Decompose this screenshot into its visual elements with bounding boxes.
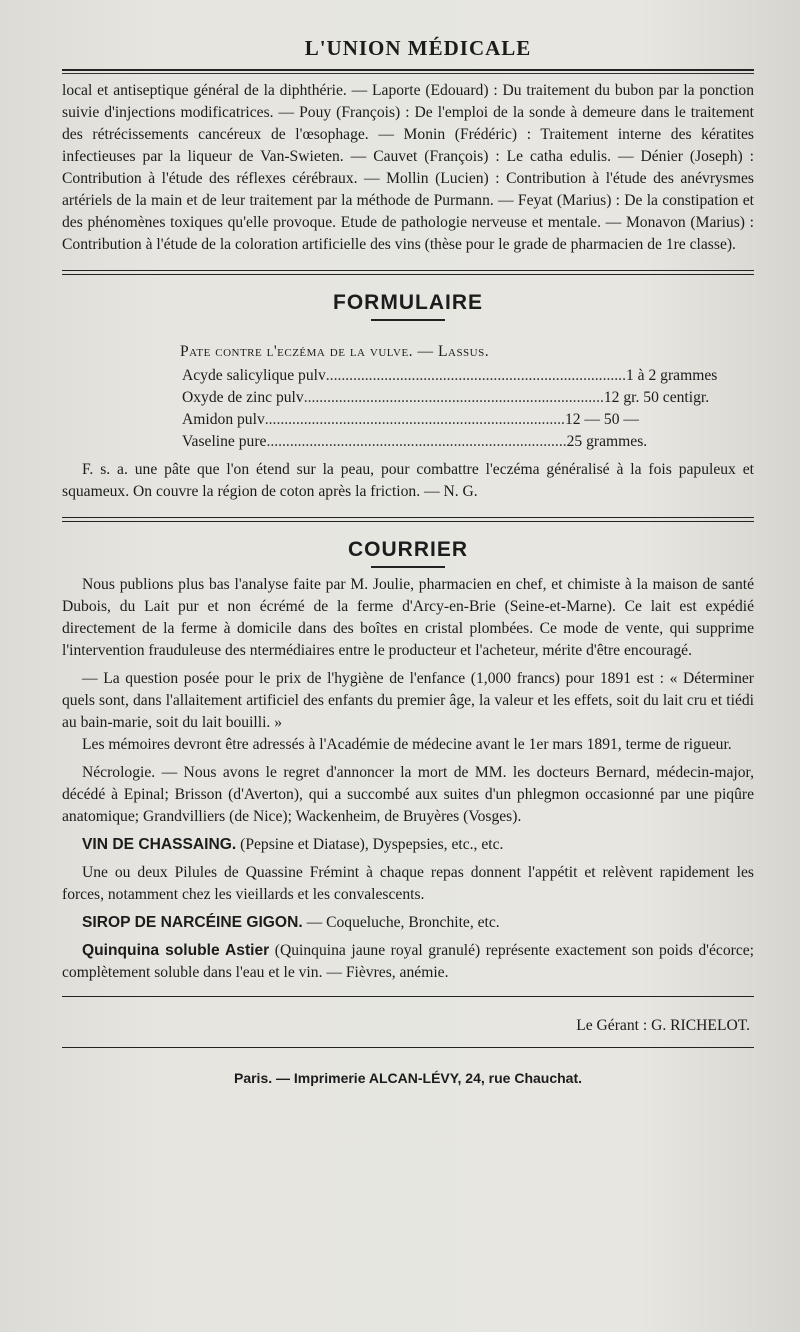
courrier-paragraph-prize: — La question posée pour le prix de l'hygiène de l'enfance (1,000 francs) pour 1891 est : « Déterminer quels sont, dans l'allaitement artificiel des enfants du premier âge, la valeur et les effets, soit du lait cru et tiédi au bain-marie, soit du lait bouilli. » (62, 670, 754, 731)
ingredient-row (182, 365, 718, 387)
leader-dots: ............................................................................. (325, 367, 626, 384)
ingredient-row (182, 387, 710, 409)
leader-dots: ............................................................................. (303, 389, 604, 406)
ingredient-name: Vaseline pure (182, 433, 267, 450)
section-divider (62, 270, 754, 275)
ingredient-row (182, 431, 652, 453)
recipe-title (180, 343, 754, 361)
courrier-paragraph-milk: Nous publions plus bas l'analyse faite par M. Joulie, pharmacien en chef, et chimiste à la maison de santé Dubois, du Lait pur et non écrémé de la ferme d'Arcy-en-Brie (Seine-et-Marne). Ce lait est expédié directement de la ferme à domicile dans des boîtes en cristal plombées. Ce mode de vente, qui supprime l'intervention frauduleuse des ntermédiaires entre le producteur et l'acheteur, mérite d'être encouragé. (62, 576, 754, 659)
ingredient-list (182, 365, 754, 453)
ad-astier-text: (Quinquina jaune royal granulé) représente exactement son poids d'écorce; complètement soluble dans l'eau et le vin. — Fièvres, anémie. (62, 942, 754, 981)
header-rule (62, 69, 754, 71)
formulaire-title-underline (371, 319, 445, 321)
ingredient-quantity: 12 — 50 — (564, 411, 640, 428)
courrier-paragraph-necrology: Nécrologie. — Nous avons le regret d'annoncer la mort de MM. les docteurs Bernard, médecin-major, décédé à Epinal; Brisson (d'Averton), qui a succombé aux suites d'un phlegmon occasionné par une piqûre anatomique; Grandvilliers (de Nice); Wackenheim, de Bruyères (Vosges). (62, 764, 754, 825)
ad-astier (62, 940, 754, 984)
ad-narceine-head: SIROP DE NARCÉINE GIGON. (82, 914, 303, 931)
recipe-author: Lassus. (437, 343, 490, 360)
ad-quassine: Une ou deux Pilules de Quassine Frémint à chaque repas donnent l'appétit et relèvent rapidement les forces, notamment chez les vieillards et les convalescents. (62, 864, 754, 903)
formulaire-title: FORMULAIRE (333, 291, 483, 314)
recipe-directions: F. s. a. une pâte que l'on étend sur la peau, pour combattre l'eczéma généralisé à la fois papuleux et squameux. On couvre la région de coton après la friction. — N. G. (62, 461, 754, 500)
gerant-signature: Le Gérant : G. RICHELOT. (576, 1017, 750, 1034)
header-rule-thin (62, 73, 754, 74)
ingredient-quantity: 1 à 2 grammes (625, 367, 718, 384)
ingredient-name: Oxyde de zinc pulv (182, 389, 304, 406)
courrier-paragraph-deadline: Les mémoires devront être adressés à l'Académie de médecine avant le 1er mars 1891, terme de rigueur. (82, 736, 732, 753)
footer-rule (62, 996, 754, 997)
ingredient-quantity: 25 grammes. (566, 433, 648, 450)
ad-chassaing (62, 834, 754, 856)
ad-chassaing-head: VIN DE CHASSAING. (82, 836, 237, 853)
leader-dots: ............................................................................. (266, 433, 567, 450)
ad-narceine-text: — Coqueluche, Bronchite, etc. (306, 914, 500, 931)
ad-astier-head: Quinquina soluble Astier (82, 942, 270, 959)
courrier-title: COURRIER (347, 538, 468, 561)
ingredient-quantity: 12 gr. 50 centigr. (603, 389, 710, 406)
ad-chassaing-text: (Pepsine et Diatase), Dyspepsies, etc., etc. (240, 836, 504, 853)
ad-narceine (62, 912, 754, 934)
footer-rule-bottom (62, 1047, 754, 1048)
leader-dots: ............................................................................. (264, 411, 565, 428)
ingredient-name: Acyde salicylique pulv (182, 367, 326, 384)
recipe-title-prefix: Pate contre l'eczéma de la vulve. — (180, 343, 434, 360)
printer-imprint: Paris. — Imprimerie ALCAN-LÉVY, 24, rue Chauchat. (233, 1070, 583, 1086)
courrier-title-underline (371, 566, 445, 568)
ingredient-name: Amidon pulv (182, 411, 265, 428)
ingredient-row (182, 409, 652, 431)
theses-paragraph: local et antiseptique général de la diphthérie. — Laporte (Edouard) : Du traitement du bubon par la ponction suivie d'injections modificatrices. — Pouy (François) : De l'emploi de la sonde à demeure dans le traitement des rétrécissements cancéreux de l'œsophage. — Monin (Frédéric) : Traitement interne des kératites infectieuses par la liqueur de Van-Swieten. — Cauvet (François) : Le catha edulis. — Dénier (Joseph) : Contribution à l'étude des réflexes cérébraux. — Mollin (Lucien) : Contribution à l'étude des anévrysmes artériels de la main et de leur traitement par la méthode de Purmann. — Feyat (Marius) : De la constipation et des phénomènes toxiques qu'elle provoque. Etude de pathologie nerveuse et mentale. — Monavon (Marius) : Contribution à l'étude de la coloration artificielle des vins (thèse pour le grade de pharmacien de 1re classe). (62, 82, 754, 253)
running-title: L'UNION MÉDICALE (304, 36, 532, 60)
section-divider (62, 517, 754, 522)
